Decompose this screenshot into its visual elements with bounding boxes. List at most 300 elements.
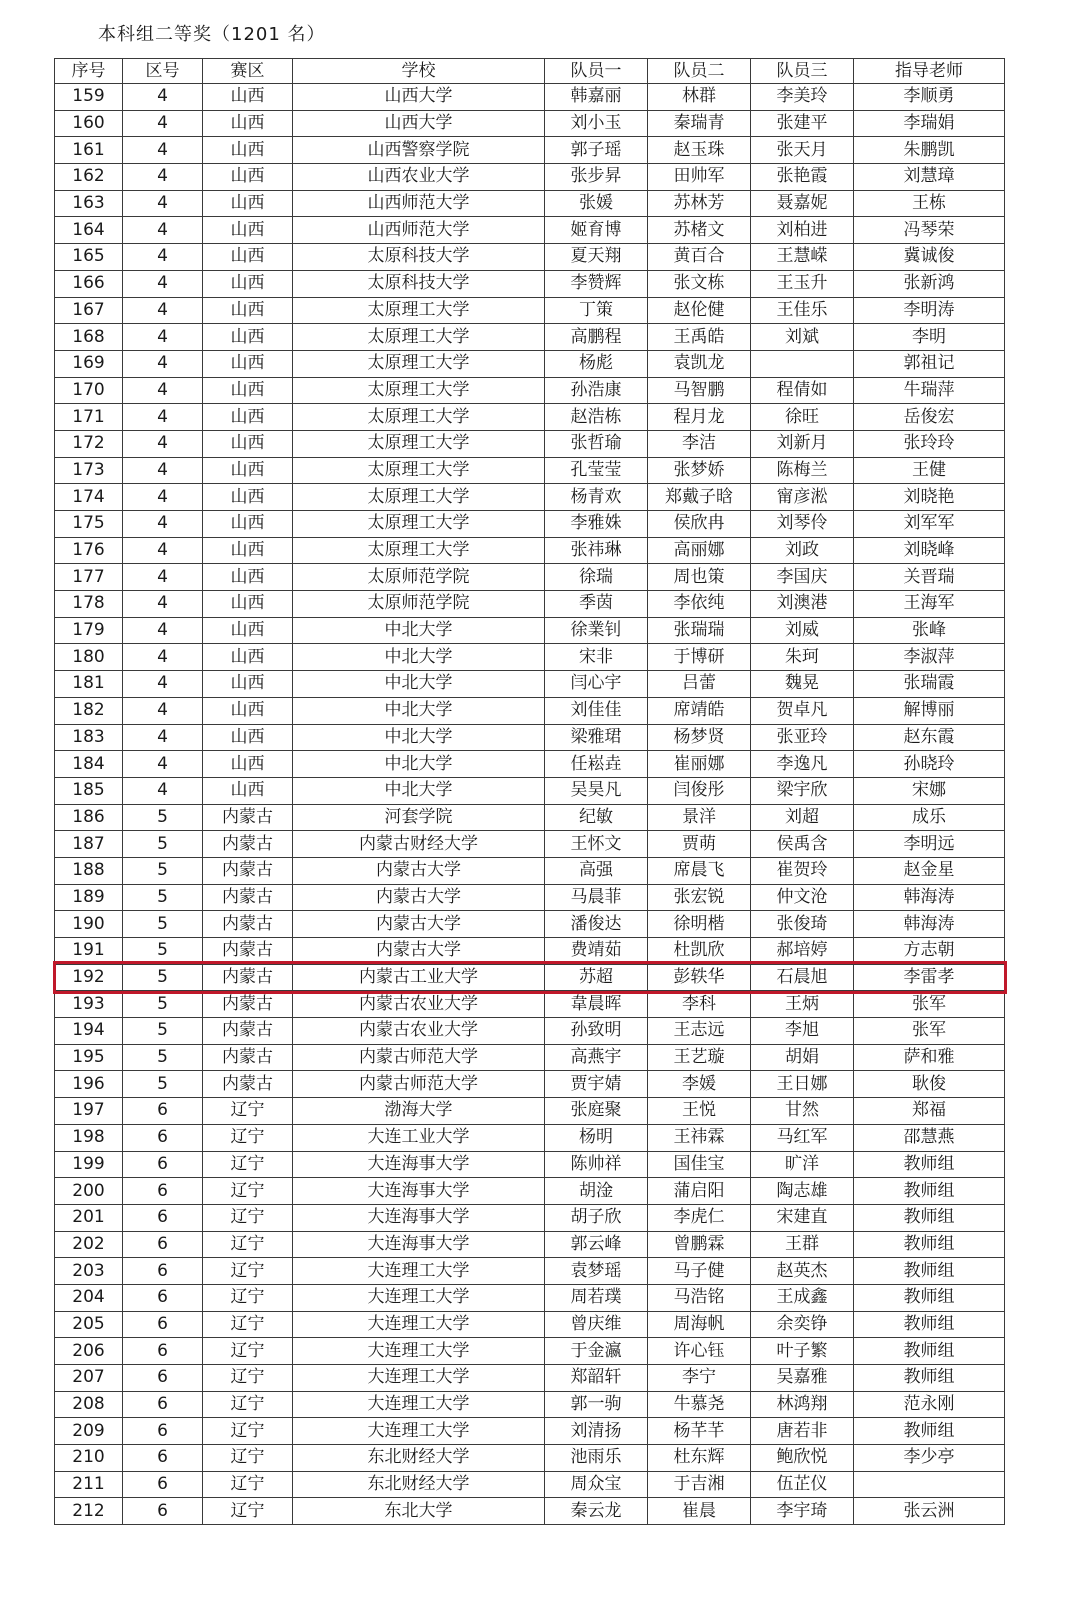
cell-region: 内蒙古 [203, 1044, 293, 1071]
table-row [55, 884, 1005, 911]
cell-member-1: 李赞辉 [545, 270, 648, 297]
cell-member-2: 田帅军 [648, 164, 751, 191]
cell-zone-no: 5 [123, 938, 203, 965]
cell-member-1: 杨青欢 [545, 484, 648, 511]
cell-member-1: 苏超 [545, 964, 648, 991]
cell-member-1: 杨彪 [545, 350, 648, 377]
cell-seq: 197 [55, 1098, 123, 1125]
cell-region: 辽宁 [203, 1311, 293, 1338]
cell-member-1: 曾庆维 [545, 1311, 648, 1338]
cell-advisor [854, 1471, 1005, 1498]
cell-member-3: 刘超 [751, 804, 854, 831]
cell-seq: 171 [55, 404, 123, 431]
cell-region: 辽宁 [203, 1231, 293, 1258]
cell-school: 山西农业大学 [293, 164, 545, 191]
cell-school: 大连工业大学 [293, 1124, 545, 1151]
cell-zone-no: 5 [123, 911, 203, 938]
cell-member-3: 王群 [751, 1231, 854, 1258]
cell-member-1: 秦云龙 [545, 1498, 648, 1525]
cell-school: 中北大学 [293, 751, 545, 778]
cell-member-1: 纪敏 [545, 804, 648, 831]
cell-region: 山西 [203, 110, 293, 137]
cell-member-1: 周若璞 [545, 1284, 648, 1311]
table-row [55, 644, 1005, 671]
cell-member-2: 彭轶华 [648, 964, 751, 991]
cell-member-2: 李科 [648, 991, 751, 1018]
cell-seq: 201 [55, 1204, 123, 1231]
cell-seq: 179 [55, 617, 123, 644]
cell-member-2: 张瑞瑞 [648, 617, 751, 644]
cell-region: 山西 [203, 164, 293, 191]
cell-school: 大连海事大学 [293, 1231, 545, 1258]
cell-member-1: 季茵 [545, 591, 648, 618]
cell-member-3: 李国庆 [751, 564, 854, 591]
cell-zone-no: 6 [123, 1098, 203, 1125]
cell-member-2: 王祎霖 [648, 1124, 751, 1151]
cell-seq: 188 [55, 857, 123, 884]
cell-member-1: 郭一驹 [545, 1391, 648, 1418]
cell-member-3: 刘斌 [751, 324, 854, 351]
cell-member-2: 崔丽娜 [648, 751, 751, 778]
cell-region: 内蒙古 [203, 964, 293, 991]
cell-school: 太原理工大学 [293, 377, 545, 404]
cell-school: 内蒙古农业大学 [293, 1018, 545, 1045]
cell-member-2: 李媛 [648, 1071, 751, 1098]
cell-advisor: 王健 [854, 457, 1005, 484]
cell-school: 内蒙古大学 [293, 938, 545, 965]
cell-member-1: 任崧垚 [545, 751, 648, 778]
cell-school: 大连理工大学 [293, 1311, 545, 1338]
cell-member-2: 席晨飞 [648, 857, 751, 884]
cell-advisor: 王栋 [854, 190, 1005, 217]
cell-zone-no: 6 [123, 1258, 203, 1285]
cell-seq: 189 [55, 884, 123, 911]
cell-advisor: 赵金星 [854, 857, 1005, 884]
cell-member-1: 张媛 [545, 190, 648, 217]
table-row [55, 537, 1005, 564]
cell-school: 中北大学 [293, 697, 545, 724]
cell-member-2: 徐明楷 [648, 911, 751, 938]
table-row [55, 1471, 1005, 1498]
cell-advisor: 李淑萍 [854, 644, 1005, 671]
cell-zone-no: 4 [123, 377, 203, 404]
cell-member-2: 张梦娇 [648, 457, 751, 484]
cell-school: 内蒙古大学 [293, 911, 545, 938]
cell-seq: 164 [55, 217, 123, 244]
cell-school: 太原理工大学 [293, 430, 545, 457]
cell-school: 太原师范学院 [293, 591, 545, 618]
cell-member-2: 吕蕾 [648, 671, 751, 698]
cell-school: 中北大学 [293, 671, 545, 698]
cell-advisor: 教师组 [854, 1284, 1005, 1311]
cell-advisor: 李明远 [854, 831, 1005, 858]
cell-seq: 203 [55, 1258, 123, 1285]
cell-advisor: 关晋瑞 [854, 564, 1005, 591]
cell-zone-no: 4 [123, 217, 203, 244]
cell-member-3: 刘澳港 [751, 591, 854, 618]
table-row [55, 164, 1005, 191]
cell-zone-no: 4 [123, 777, 203, 804]
cell-zone-no: 5 [123, 831, 203, 858]
table-row [55, 324, 1005, 351]
cell-member-1: 刘小玉 [545, 110, 648, 137]
cell-member-2: 黄百合 [648, 244, 751, 271]
table-row [55, 1124, 1005, 1151]
cell-member-1: 吴昊凡 [545, 777, 648, 804]
cell-zone-no: 6 [123, 1471, 203, 1498]
cell-member-2: 杜东辉 [648, 1445, 751, 1472]
cell-member-3: 李美玲 [751, 84, 854, 111]
cell-member-1: 宋非 [545, 644, 648, 671]
header-member-2: 队员二 [648, 59, 751, 84]
cell-region: 山西 [203, 671, 293, 698]
cell-member-3: 聂嘉妮 [751, 190, 854, 217]
cell-school: 内蒙古工业大学 [293, 964, 545, 991]
cell-region: 辽宁 [203, 1365, 293, 1392]
cell-member-2: 王禹皓 [648, 324, 751, 351]
table-body [55, 84, 1005, 1525]
cell-zone-no: 4 [123, 617, 203, 644]
table-row [55, 484, 1005, 511]
cell-region: 辽宁 [203, 1498, 293, 1525]
cell-member-3: 张艳霞 [751, 164, 854, 191]
cell-member-3: 陶志雄 [751, 1178, 854, 1205]
cell-member-3: 陈梅兰 [751, 457, 854, 484]
cell-advisor: 解博丽 [854, 697, 1005, 724]
cell-member-1: 于金瀛 [545, 1338, 648, 1365]
cell-zone-no: 4 [123, 484, 203, 511]
cell-advisor: 李瑞娟 [854, 110, 1005, 137]
cell-region: 山西 [203, 377, 293, 404]
cell-advisor: 郭祖记 [854, 350, 1005, 377]
header-region: 赛区 [203, 59, 293, 84]
cell-seq: 169 [55, 350, 123, 377]
cell-region: 辽宁 [203, 1391, 293, 1418]
cell-zone-no: 5 [123, 964, 203, 991]
cell-seq: 176 [55, 537, 123, 564]
cell-member-3: 崔贺玲 [751, 857, 854, 884]
cell-region: 山西 [203, 591, 293, 618]
cell-member-1: 姬育博 [545, 217, 648, 244]
cell-member-3: 张亚玲 [751, 724, 854, 751]
cell-school: 东北财经大学 [293, 1445, 545, 1472]
cell-school: 中北大学 [293, 777, 545, 804]
cell-member-3: 张天月 [751, 137, 854, 164]
table-row [55, 1018, 1005, 1045]
cell-zone-no: 4 [123, 724, 203, 751]
table-row [55, 1445, 1005, 1472]
cell-member-3: 郝培婷 [751, 938, 854, 965]
cell-advisor: 李明涛 [854, 297, 1005, 324]
cell-region: 山西 [203, 697, 293, 724]
cell-zone-no: 5 [123, 1044, 203, 1071]
cell-region: 辽宁 [203, 1338, 293, 1365]
cell-school: 太原理工大学 [293, 297, 545, 324]
cell-advisor: 刘军军 [854, 511, 1005, 538]
cell-advisor: 教师组 [854, 1418, 1005, 1445]
cell-member-1: 徐業钊 [545, 617, 648, 644]
table-row [55, 671, 1005, 698]
cell-member-1: 王怀文 [545, 831, 648, 858]
cell-member-3: 甯彦淞 [751, 484, 854, 511]
cell-region: 辽宁 [203, 1151, 293, 1178]
cell-member-3: 旷洋 [751, 1151, 854, 1178]
cell-member-3: 王慧嵘 [751, 244, 854, 271]
cell-region: 山西 [203, 564, 293, 591]
cell-seq: 190 [55, 911, 123, 938]
cell-seq: 194 [55, 1018, 123, 1045]
cell-region: 内蒙古 [203, 831, 293, 858]
cell-zone-no: 4 [123, 110, 203, 137]
cell-seq: 174 [55, 484, 123, 511]
cell-advisor: 教师组 [854, 1258, 1005, 1285]
cell-zone-no: 4 [123, 430, 203, 457]
table-row [55, 911, 1005, 938]
cell-member-3: 侯禹含 [751, 831, 854, 858]
cell-member-3: 王玉升 [751, 270, 854, 297]
cell-advisor: 张云洲 [854, 1498, 1005, 1525]
cell-seq: 198 [55, 1124, 123, 1151]
cell-advisor: 邵慧燕 [854, 1124, 1005, 1151]
cell-zone-no: 6 [123, 1365, 203, 1392]
cell-member-2: 王志远 [648, 1018, 751, 1045]
table-row [55, 84, 1005, 111]
cell-region: 山西 [203, 751, 293, 778]
cell-member-3: 贺卓凡 [751, 697, 854, 724]
cell-school: 大连理工大学 [293, 1365, 545, 1392]
cell-region: 山西 [203, 324, 293, 351]
cell-member-2: 牛慕尧 [648, 1391, 751, 1418]
cell-member-3: 宋建直 [751, 1204, 854, 1231]
cell-seq: 181 [55, 671, 123, 698]
cell-advisor: 韩海涛 [854, 911, 1005, 938]
cell-advisor: 张新鸿 [854, 270, 1005, 297]
cell-zone-no: 4 [123, 164, 203, 191]
cell-zone-no: 4 [123, 511, 203, 538]
cell-seq: 212 [55, 1498, 123, 1525]
cell-school: 山西师范大学 [293, 217, 545, 244]
cell-member-3: 王成鑫 [751, 1284, 854, 1311]
cell-member-1: 高强 [545, 857, 648, 884]
cell-member-2: 闫俊彤 [648, 777, 751, 804]
award-table [54, 58, 1005, 1525]
table-row [55, 1204, 1005, 1231]
cell-seq: 183 [55, 724, 123, 751]
cell-advisor: 李雷孝 [854, 964, 1005, 991]
cell-member-1: 郭云峰 [545, 1231, 648, 1258]
cell-advisor: 耿俊 [854, 1071, 1005, 1098]
cell-seq: 162 [55, 164, 123, 191]
table-row [55, 270, 1005, 297]
cell-school: 太原理工大学 [293, 350, 545, 377]
cell-advisor: 张玲玲 [854, 430, 1005, 457]
table-row [55, 457, 1005, 484]
cell-advisor: 张峰 [854, 617, 1005, 644]
cell-zone-no: 4 [123, 137, 203, 164]
cell-member-2: 赵玉珠 [648, 137, 751, 164]
cell-seq: 207 [55, 1365, 123, 1392]
cell-region: 山西 [203, 537, 293, 564]
cell-seq: 195 [55, 1044, 123, 1071]
cell-member-3: 刘威 [751, 617, 854, 644]
cell-advisor: 冀诚俊 [854, 244, 1005, 271]
cell-school: 山西大学 [293, 110, 545, 137]
cell-zone-no: 4 [123, 697, 203, 724]
table-row [55, 350, 1005, 377]
cell-region: 山西 [203, 404, 293, 431]
cell-seq: 167 [55, 297, 123, 324]
cell-member-2: 苏林芳 [648, 190, 751, 217]
cell-region: 辽宁 [203, 1098, 293, 1125]
cell-member-3: 徐旺 [751, 404, 854, 431]
table-row [55, 1178, 1005, 1205]
cell-member-2: 蒲启阳 [648, 1178, 751, 1205]
cell-member-1: 孔莹莹 [545, 457, 648, 484]
cell-member-1: 赵浩栋 [545, 404, 648, 431]
cell-member-2: 侯欣冉 [648, 511, 751, 538]
cell-member-1: 胡子欣 [545, 1204, 648, 1231]
cell-zone-no: 5 [123, 884, 203, 911]
cell-advisor: 教师组 [854, 1365, 1005, 1392]
cell-member-1: 孙浩康 [545, 377, 648, 404]
table-row [55, 991, 1005, 1018]
cell-member-3: 林鸿翔 [751, 1391, 854, 1418]
header-member-1: 队员一 [545, 59, 648, 84]
cell-member-3: 叶子繁 [751, 1338, 854, 1365]
cell-zone-no: 6 [123, 1231, 203, 1258]
table-row [55, 1418, 1005, 1445]
table-row [55, 511, 1005, 538]
cell-member-2: 国佳宝 [648, 1151, 751, 1178]
table-row [55, 1498, 1005, 1525]
cell-school: 内蒙古师范大学 [293, 1044, 545, 1071]
table-row [55, 964, 1005, 991]
cell-region: 辽宁 [203, 1204, 293, 1231]
cell-member-1: 袁梦瑶 [545, 1258, 648, 1285]
cell-member-2: 袁凯龙 [648, 350, 751, 377]
table-row [55, 1098, 1005, 1125]
cell-school: 大连理工大学 [293, 1284, 545, 1311]
cell-region: 辽宁 [203, 1178, 293, 1205]
cell-member-1: 胡淦 [545, 1178, 648, 1205]
cell-school: 东北财经大学 [293, 1471, 545, 1498]
cell-region: 山西 [203, 137, 293, 164]
cell-school: 大连理工大学 [293, 1391, 545, 1418]
cell-zone-no: 6 [123, 1204, 203, 1231]
cell-member-1: 贾宇婧 [545, 1071, 648, 1098]
cell-seq: 161 [55, 137, 123, 164]
table-row [55, 1365, 1005, 1392]
cell-member-2: 景洋 [648, 804, 751, 831]
cell-advisor: 宋娜 [854, 777, 1005, 804]
cell-seq: 180 [55, 644, 123, 671]
cell-member-1: 高鹏程 [545, 324, 648, 351]
cell-region: 辽宁 [203, 1445, 293, 1472]
cell-zone-no: 4 [123, 190, 203, 217]
cell-region: 内蒙古 [203, 884, 293, 911]
cell-advisor: 教师组 [854, 1151, 1005, 1178]
cell-member-2: 高丽娜 [648, 537, 751, 564]
cell-advisor: 韩海涛 [854, 884, 1005, 911]
cell-region: 辽宁 [203, 1418, 293, 1445]
cell-seq: 187 [55, 831, 123, 858]
cell-zone-no: 6 [123, 1151, 203, 1178]
cell-member-3: 唐若非 [751, 1418, 854, 1445]
cell-member-2: 苏楮文 [648, 217, 751, 244]
cell-school: 山西师范大学 [293, 190, 545, 217]
cell-region: 内蒙古 [203, 1071, 293, 1098]
table-row [55, 377, 1005, 404]
cell-zone-no: 4 [123, 564, 203, 591]
cell-region: 辽宁 [203, 1471, 293, 1498]
cell-member-1: 陈帅祥 [545, 1151, 648, 1178]
cell-seq: 173 [55, 457, 123, 484]
table-row [55, 217, 1005, 244]
cell-advisor: 李少亭 [854, 1445, 1005, 1472]
cell-school: 大连理工大学 [293, 1338, 545, 1365]
cell-region: 山西 [203, 484, 293, 511]
cell-school: 大连海事大学 [293, 1151, 545, 1178]
cell-member-3: 张俊琦 [751, 911, 854, 938]
cell-advisor: 李顺勇 [854, 84, 1005, 111]
cell-school: 内蒙古农业大学 [293, 991, 545, 1018]
cell-zone-no: 6 [123, 1391, 203, 1418]
cell-member-1: 郭子瑶 [545, 137, 648, 164]
cell-school: 内蒙古财经大学 [293, 831, 545, 858]
cell-seq: 182 [55, 697, 123, 724]
table-row [55, 831, 1005, 858]
cell-member-2: 秦瑞青 [648, 110, 751, 137]
cell-member-2: 贾萌 [648, 831, 751, 858]
cell-member-3 [751, 350, 854, 377]
cell-region: 山西 [203, 297, 293, 324]
cell-member-1: 孙致明 [545, 1018, 648, 1045]
table-row [55, 1231, 1005, 1258]
cell-school: 中北大学 [293, 724, 545, 751]
cell-school: 太原理工大学 [293, 324, 545, 351]
cell-member-2: 周海帆 [648, 1311, 751, 1338]
cell-advisor: 刘慧璋 [854, 164, 1005, 191]
cell-school: 太原理工大学 [293, 457, 545, 484]
cell-school: 太原师范学院 [293, 564, 545, 591]
cell-zone-no: 4 [123, 404, 203, 431]
cell-member-1: 丁策 [545, 297, 648, 324]
cell-seq: 172 [55, 430, 123, 457]
cell-seq: 159 [55, 84, 123, 111]
table-row [55, 751, 1005, 778]
cell-seq: 209 [55, 1418, 123, 1445]
cell-zone-no: 6 [123, 1498, 203, 1525]
cell-seq: 196 [55, 1071, 123, 1098]
cell-seq: 211 [55, 1471, 123, 1498]
cell-zone-no: 4 [123, 671, 203, 698]
table-row [55, 697, 1005, 724]
cell-member-2: 许心钰 [648, 1338, 751, 1365]
table-row [55, 297, 1005, 324]
cell-member-2: 周也策 [648, 564, 751, 591]
cell-seq: 163 [55, 190, 123, 217]
cell-seq: 191 [55, 938, 123, 965]
cell-advisor: 刘晓艳 [854, 484, 1005, 511]
cell-region: 山西 [203, 190, 293, 217]
cell-member-2: 杨梦贤 [648, 724, 751, 751]
cell-zone-no: 4 [123, 324, 203, 351]
cell-zone-no: 4 [123, 591, 203, 618]
header-member-3: 队员三 [751, 59, 854, 84]
cell-member-3: 朱珂 [751, 644, 854, 671]
cell-advisor: 岳俊宏 [854, 404, 1005, 431]
cell-member-3: 马红军 [751, 1124, 854, 1151]
